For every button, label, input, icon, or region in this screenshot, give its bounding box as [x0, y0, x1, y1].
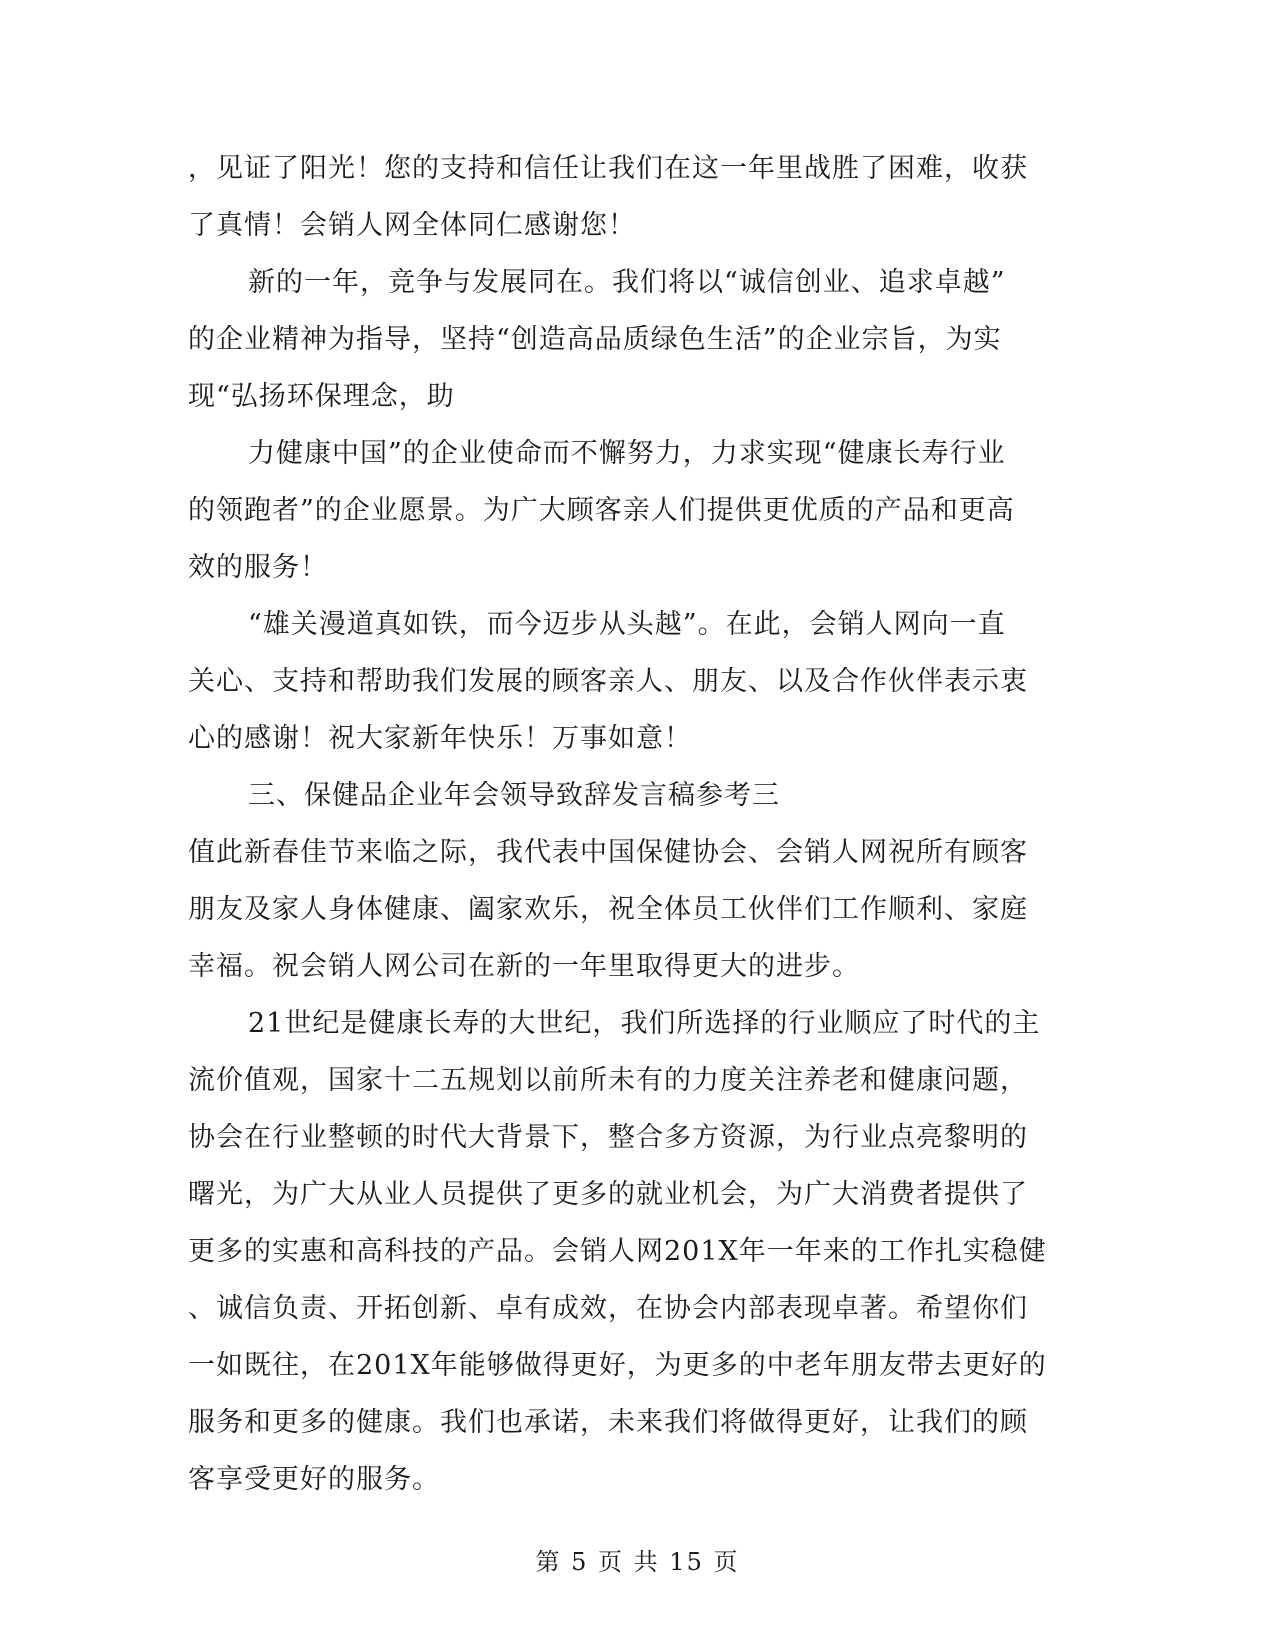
- text-line: 朋友及家人身体健康、阖家欢乐，祝全体员工伙伴们工作顺利、家庭: [188, 894, 1028, 925]
- text-line: ，见证了阳光！您的支持和信任让我们在这一年里战胜了困难，收获: [188, 153, 1028, 184]
- text-line: 、诚信负责、开拓创新、卓有成效，在协会内部表现卓著。希望你们: [188, 1293, 1028, 1324]
- text-line: 的企业精神为指导，坚持“创造高品质绿色生活”的企业宗旨，为实: [188, 324, 1002, 355]
- text-line: “雄关漫道真如铁，而今迈步从头越”。在此，会销人网向一直: [248, 609, 1006, 640]
- text-line: 效的服务！: [188, 552, 328, 583]
- text-line: 关心、支持和帮助我们发展的顾客亲人、朋友、以及合作伙伴表示衷: [188, 666, 1028, 697]
- text-line: 现“弘扬环保理念，助: [188, 381, 455, 412]
- text-line: 一如既往，在201X年能够做得更好，为更多的中老年朋友带去更好的: [188, 1350, 1047, 1381]
- text-line: 幸福。祝会销人网公司在新的一年里取得更大的进步。: [188, 951, 860, 982]
- text-line: 值此新春佳节来临之际，我代表中国保健协会、会销人网祝所有顾客: [188, 837, 1028, 868]
- section-heading: 三、保健品企业年会领导致辞发言稿参考三: [248, 780, 780, 811]
- text-line: 新的一年，竞争与发展同在。我们将以“诚信创业、追求卓越”: [248, 267, 1006, 298]
- text-line: 21世纪是健康长寿的大世纪，我们所选择的行业顺应了时代的主: [248, 1008, 1041, 1039]
- text-line: 服务和更多的健康。我们也承诺，未来我们将做得更好，让我们的顾: [188, 1407, 1028, 1438]
- text-line: 协会在行业整顿的时代大背景下，整合多方资源，为行业点亮黎明的: [188, 1122, 1028, 1153]
- text-line: 的领跑者”的企业愿景。为广大顾客亲人们提供更优质的产品和更高: [188, 495, 1015, 526]
- document-body: [188, 140, 1068, 1508]
- text-line: 了真情！会销人网全体同仁感谢您！: [188, 210, 636, 241]
- text-line: 客享受更好的服务。: [188, 1464, 440, 1495]
- text-line: 心的感谢！祝大家新年快乐！万事如意！: [188, 723, 692, 754]
- text-line: 流价值观，国家十二五规划以前所未有的力度关注养老和健康问题，: [188, 1065, 1028, 1096]
- text-line: 曙光，为广大从业人员提供了更多的就业机会，为广大消费者提供了: [188, 1179, 1028, 1210]
- text-line: 力健康中国”的企业使命而不懈努力，力求实现“健康长寿行业: [248, 438, 1006, 469]
- text-line: 更多的实惠和高科技的产品。会销人网201X年一年来的工作扎实稳健: [188, 1236, 1047, 1267]
- page-number-footer: 第 5 页 共 15 页: [535, 1548, 740, 1576]
